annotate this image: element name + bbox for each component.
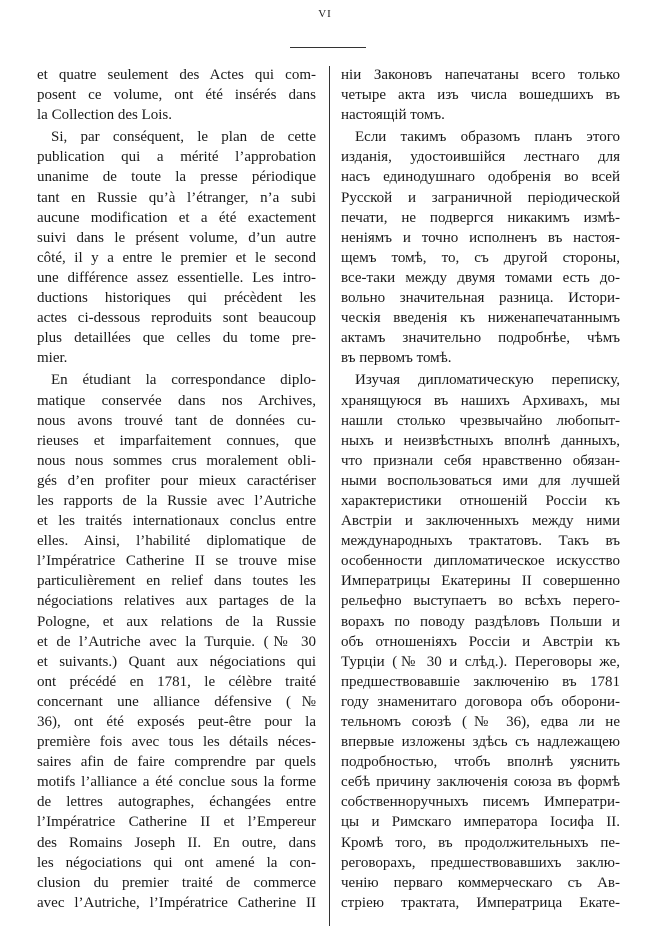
text-line: ont précédé en 1781, le célèbre traité <box>37 673 316 690</box>
text-line: suivi dans le présent volume, d’un autre <box>37 229 316 246</box>
french-column <box>37 65 316 915</box>
text-line: въ первомъ томѣ. <box>341 350 452 367</box>
text-line: rieuses et imparfaitement connues, que <box>37 432 316 449</box>
text-line: saires afin de faire comprendre par quels <box>37 754 316 771</box>
text-line: concernant une alliance défensive (№ <box>37 693 316 710</box>
text-line: объ отношенiяхъ Россiи и Австрiи къ <box>341 633 620 650</box>
text-line: actes ci-dessous reproduits sont beaucoup <box>37 310 316 327</box>
text-line: de lettres autographes, échangées entre <box>37 794 316 811</box>
paragraph <box>341 65 620 125</box>
text-line: et de l’Autriche avec la Turquie. (№ 30 <box>37 633 316 650</box>
text-line: году знаменитаго договора объ оборони- <box>341 693 620 710</box>
text-line: plus detaillées que celles du tome pre- <box>37 330 316 347</box>
text-line: международныхъ трактатовъ. Такъ въ <box>341 533 620 550</box>
text-line: хранящуюся въ нашихъ Архивахъ, мы <box>341 392 620 409</box>
text-line: première fois avec tous les détails néces- <box>37 734 316 751</box>
text-line: tant en Russie qu’à l’étranger, n’a subi <box>37 189 316 206</box>
text-line: Кромѣ того, въ продолжительныхъ пе- <box>341 834 620 851</box>
text-line: négociations relatives aux partages de la <box>37 593 316 610</box>
text-line: нiи Законовъ напечатаны всего только <box>341 67 620 83</box>
text-line: une différence assez essentielle. Les intro- <box>37 269 316 286</box>
text-line: côté, il y a entre le premier et le second <box>37 249 316 266</box>
text-line: ворахъ по поводу раздѣловъ Польши и <box>341 613 620 630</box>
text-line: clusion du premier traité de commerce <box>37 874 316 891</box>
text-line: характеристики отношенiй Россiи къ <box>341 492 620 509</box>
text-line: l’Impératrice Catherine II se trouve mise <box>37 553 316 570</box>
text-line: En étudiant la correspondance diplo- <box>51 372 316 389</box>
text-line: актамъ значительно подробнѣе, чѣмъ <box>341 330 620 347</box>
text-line: тельномъ союзѣ (№ 36), едва ли не <box>341 714 620 730</box>
paragraph <box>341 127 620 368</box>
text-line: предшествовавшiе заключенiю въ 1781 <box>341 673 620 690</box>
text-line: des Romains Joseph II. En outre, dans <box>37 834 316 851</box>
russian-column <box>341 65 620 915</box>
text-line: particulièrement en relief dans toutes les <box>37 573 316 590</box>
text-line: motifs l’alliance a été conclue sous la forme <box>37 774 316 791</box>
text-line: avec l’Autriche, l’Impératrice Catherine II <box>37 894 316 911</box>
paragraph <box>37 370 316 913</box>
paragraph <box>37 65 316 125</box>
text-line: gés d’en profiter pour mieux caractériser <box>37 472 316 489</box>
text-line: Изучая дипломатическую переписку, <box>355 372 620 389</box>
text-line: les rapports de la Russie avec l’Autriche <box>37 492 316 509</box>
column-divider <box>329 66 330 926</box>
header-rule <box>290 47 366 48</box>
text-line: et suivants.) Quant aux négociations qui <box>37 653 316 670</box>
text-line: l’Impératrice Catherine II et l’Empereur <box>37 814 316 831</box>
text-line: все-таки между двумя томами есть до- <box>341 269 620 286</box>
text-line: ными воспользоваться ими для лучшей <box>341 472 620 489</box>
text-line: подробностью, чтобъ вполнѣ уяснить <box>341 754 620 771</box>
page-number: VI <box>318 8 332 20</box>
text-line: рельефно выступаетъ во всѣхъ перего- <box>341 593 620 610</box>
text-line: ческiя введенiя къ ниженапечатаннымъ <box>341 310 620 327</box>
text-line: ductions historiques qui précèdent les <box>37 290 316 307</box>
paragraph <box>341 370 620 913</box>
text-line: mier. <box>37 350 68 367</box>
text-line: себѣ причину заключенiя союза въ формѣ <box>341 774 620 791</box>
text-line: matique conservée dans nos Archives, <box>37 392 316 409</box>
text-line: реговорахъ, предшествовавшихъ заклю- <box>341 854 620 871</box>
text-line: вольно значительная разница. Истори- <box>341 290 620 307</box>
text-line: Si, par conséquent, le plan de cette <box>51 129 316 146</box>
text-line: что признали себя нравственно обязан- <box>341 452 620 469</box>
text-line: les négociations qui ont amené la con- <box>37 854 316 871</box>
text-line: печати, не подвергся никакимъ измѣ- <box>341 209 620 226</box>
text-line: unanime de toute la presse périodique <box>37 169 316 186</box>
text-line: изданiя, удостоившiйся лестнаго для <box>341 149 620 166</box>
paragraph <box>37 127 316 368</box>
text-line: nous nous sommes crus moralement obli- <box>37 452 316 469</box>
text-line: щемъ томѣ, то, съ другой стороны, <box>341 249 620 266</box>
text-line: Турцiи (№ 30 и слѣд.). Переговоры же, <box>341 653 620 670</box>
text-line: et quatre seulement des Actes qui com- <box>37 67 316 83</box>
text-line: собственноручныхъ писемъ Императри- <box>341 794 620 811</box>
text-line: стрiею трактата, Императрица Екате- <box>341 894 620 911</box>
text-line: цы и Римскаго императора Iосифа II. <box>341 814 620 831</box>
text-line: четыре акта изъ числа вошедшихъ въ <box>341 87 620 104</box>
text-line: настоящiй томъ. <box>341 107 445 124</box>
text-line: Русской и заграничной перiодической <box>341 189 620 206</box>
text-line: et les traités internationaux conclus entre <box>37 513 316 530</box>
text-line: Австрiи и заключенныхъ между ними <box>341 513 620 530</box>
text-line: впервые изложены здѣсь съ надлежащею <box>341 734 620 751</box>
text-line: ченiю перваго коммерческаго съ Ав- <box>341 874 620 891</box>
text-line: Pologne, et aux relations de la Russie <box>37 613 316 630</box>
text-line: la Collection des Lois. <box>37 107 172 124</box>
text-line: publication qui a mérité l’approbation <box>37 149 316 166</box>
text-line: Если такимъ образомъ планъ этого <box>355 129 620 146</box>
text-line: nous avons trouvé tant de données cu- <box>37 412 316 429</box>
text-line: ненiямъ и точно исполненъ въ настоя- <box>341 229 620 246</box>
text-line: 36), ont été exposés peut-être pour la <box>37 714 316 730</box>
text-line: нашли столько чрезвычайно любопыт- <box>341 412 620 429</box>
text-line: aucune modification et a été exactement <box>37 209 316 226</box>
text-line: насъ единодушнаго одобренiя во всей <box>341 169 620 186</box>
text-line: posent ce volume, ont été insérés dans <box>37 87 316 104</box>
text-line: особенности дипломатическое искусство <box>341 553 620 570</box>
text-line: Императрицы Екатерины II совершенно <box>341 573 620 590</box>
text-line: ныхъ и неизвѣстныхъ вполнѣ данныхъ, <box>341 432 620 449</box>
text-line: elles. Ainsi, l’habilité diplomatique de <box>37 533 316 550</box>
